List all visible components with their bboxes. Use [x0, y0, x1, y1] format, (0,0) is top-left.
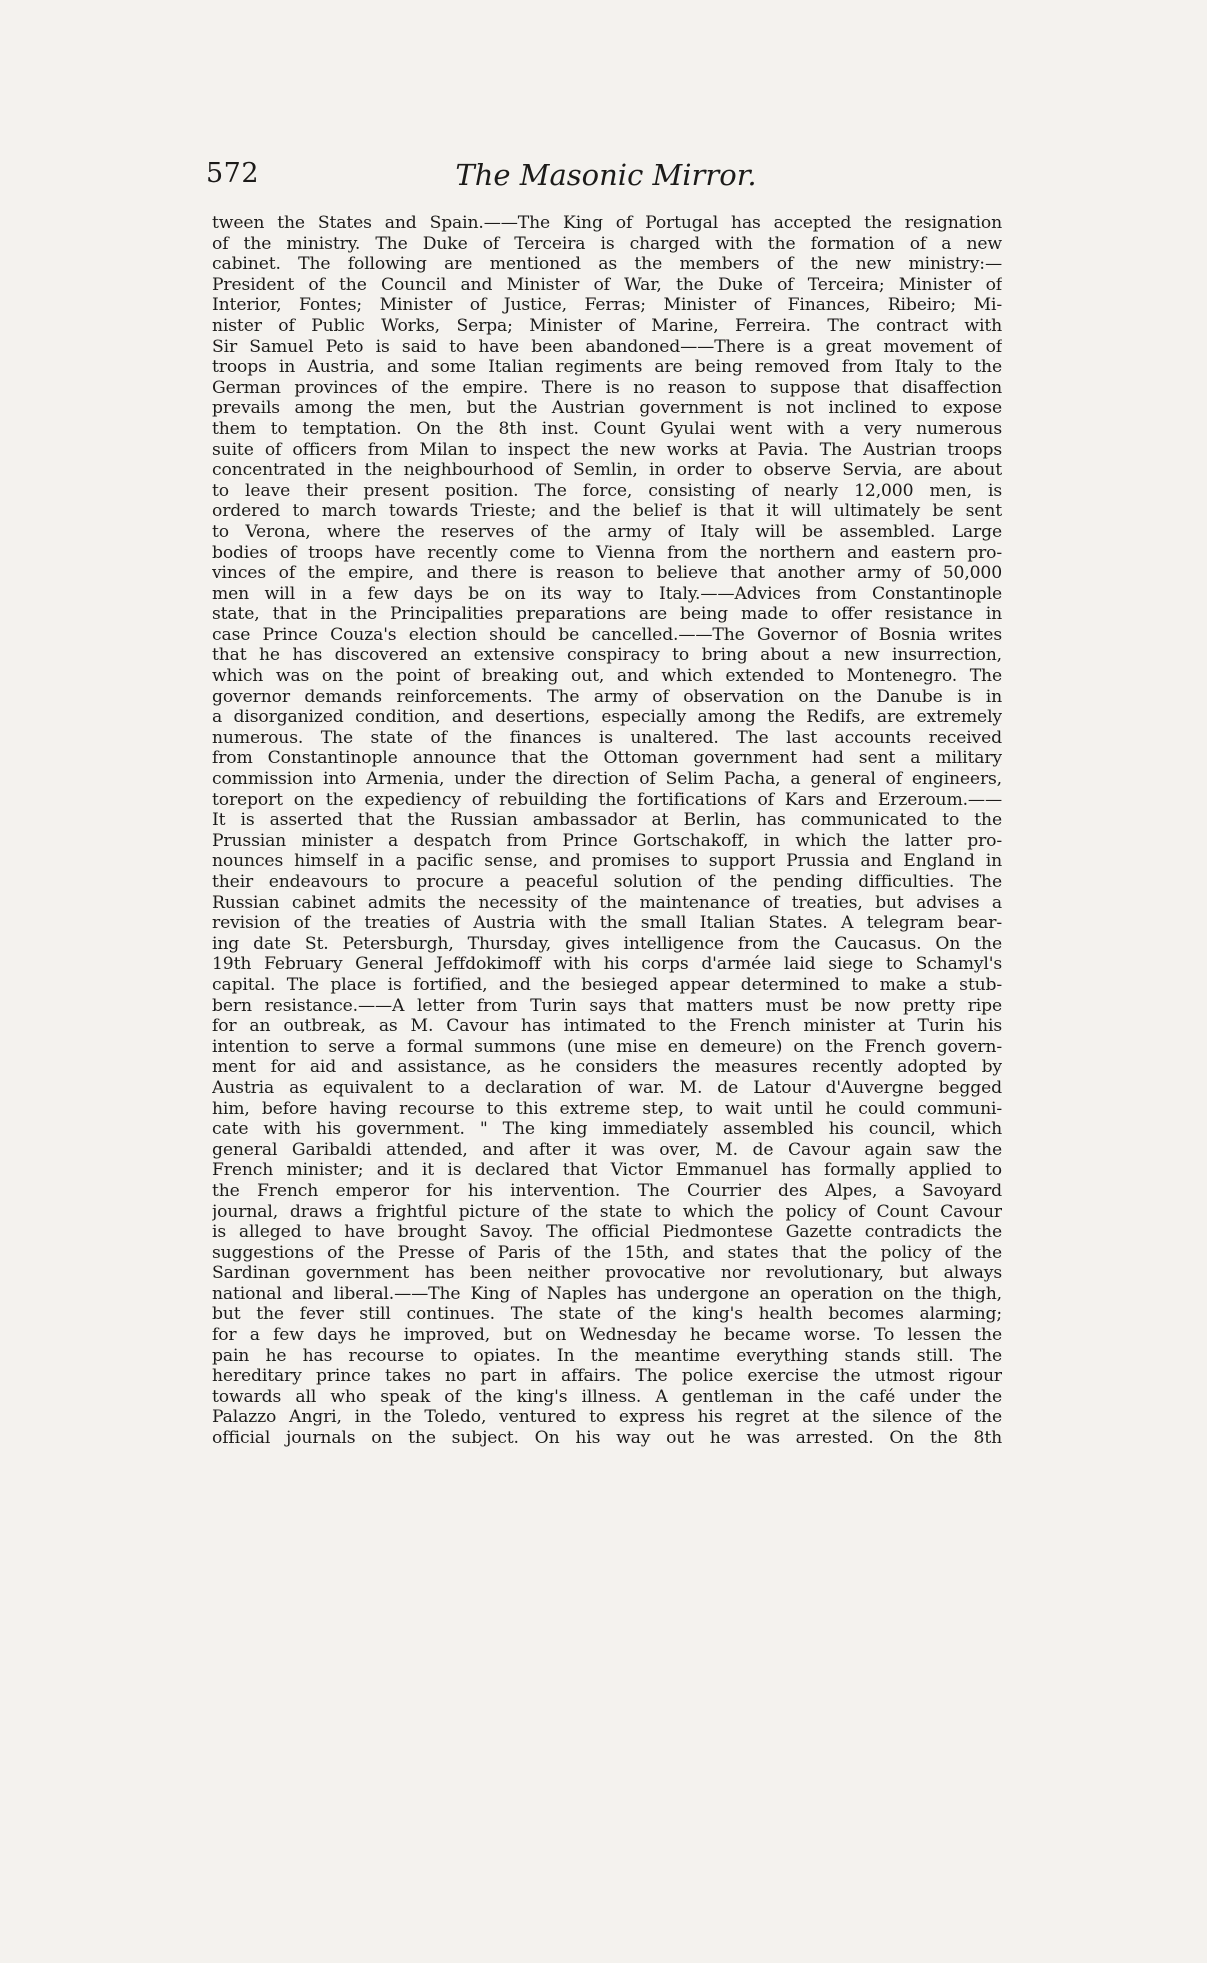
text-line: President of the Council and Minister of War, the Duke of Terceira; Minister of — [212, 274, 1002, 295]
text-line: official journals on the subject. On his way out he was arrested. On the 8th — [212, 1428, 1002, 1449]
text-line: ordered to march towards Trieste; and the belief is that it will ultimately be sent — [212, 501, 1002, 522]
text-line: the French emperor for his intervention. The Courrier des Alpes, a Savoyard — [212, 1180, 1002, 1201]
text-line: nounces himself in a pacific sense, and promises to support Prussia and England in — [212, 851, 1002, 872]
body-text — [212, 213, 1002, 1469]
text-line: prevails among the men, but the Austrian government is not inclined to expose — [212, 398, 1002, 419]
text-line: cate with his government. " The king immediately assembled his council, which — [212, 1119, 1002, 1140]
text-line: bodies of troops have recently come to Vienna from the northern and eastern pro- — [212, 542, 1002, 563]
text-line: numerous. The state of the finances is unaltered. The last accounts received — [212, 727, 1002, 748]
text-line: Russian cabinet admits the necessity of the maintenance of treaties, but advises a — [212, 892, 1002, 913]
text-line: of the ministry. The Duke of Terceira is charged with the formation of a new — [212, 233, 1002, 254]
text-line: suite of officers from Milan to inspect the new works at Pavia. The Austrian troops — [212, 439, 1002, 460]
text-line: to leave their present position. The force, consisting of nearly 12,000 men, is — [212, 480, 1002, 501]
text-line: Prussian minister a despatch from Prince Gortschakoff, in which the latter pro- — [212, 830, 1002, 851]
text-line: Palazzo Angri, in the Toledo, ventured to express his regret at the silence of the — [212, 1407, 1002, 1428]
text-line: is alleged to have brought Savoy. The official Piedmontese Gazette contradicts the — [212, 1222, 1002, 1243]
text-line: Sir Samuel Peto is said to have been abandoned——There is a great movement of — [212, 336, 1002, 357]
text-line: 19th February General Jeffdokimoff with his corps d'armée laid siege to Schamyl's — [212, 954, 1002, 975]
page-number: 572 — [206, 158, 260, 189]
text-line: that he has discovered an extensive conspiracy to bring about a new insurrection, — [212, 645, 1002, 666]
text-line: nister of Public Works, Serpa; Minister of Marine, Ferreira. The contract with — [212, 315, 1002, 336]
text-line: ing date St. Petersburgh, Thursday, gives intelligence from the Caucasus. On the — [212, 933, 1002, 954]
text-line: tween the States and Spain.——The King of Portugal has accepted the resignation — [212, 213, 1002, 233]
text-line: suggestions of the Presse of Paris of the 15th, and states that the policy of the — [212, 1242, 1002, 1263]
text-line: men will in a few days be on its way to Italy.——Advices from Constantinople — [212, 583, 1002, 604]
text-line: revision of the treaties of Austria with the small Italian States. A telegram bear- — [212, 913, 1002, 934]
text-line: toreport on the expediency of rebuilding the fortifications of Kars and Erzeroum.—— — [212, 789, 1002, 810]
text-line: It is asserted that the Russian ambassador at Berlin, has communicated to the — [212, 810, 1002, 831]
text-line: commission into Armenia, under the direction of Selim Pacha, a general of engineers, — [212, 769, 1002, 790]
text-line: ment for aid and assistance, as he considers the measures recently adopted by — [212, 1057, 1002, 1078]
text-line: pain he has recourse to opiates. In the meantime everything stands still. The — [212, 1345, 1002, 1366]
text-line: bern resistance.——A letter from Turin says that matters must be now pretty ripe — [212, 995, 1002, 1016]
text-line: hereditary prince takes no part in affairs. The police exercise the utmost rigour — [212, 1366, 1002, 1387]
text-line — [212, 1449, 1002, 1470]
text-line: towards all who speak of the king's illness. A gentleman in the café under the — [212, 1386, 1002, 1407]
text-line: capital. The place is fortified, and the besieged appear determined to make a stub- — [212, 974, 1002, 995]
text-line: for a few days he improved, but on Wednesday he became worse. To lessen the — [212, 1325, 1002, 1346]
text-line: cabinet. The following are mentioned as the members of the new ministry:— — [212, 254, 1002, 275]
text-line: to Verona, where the reserves of the army of Italy will be assembled. Large — [212, 521, 1002, 542]
text-line: Interior, Fontes; Minister of Justice, Ferras; Minister of Finances, Ribeiro; Mi- — [212, 295, 1002, 316]
running-title: The Masonic Mirror. — [455, 158, 757, 192]
text-line: but the fever still continues. The state of the king's health becomes alarming; — [212, 1304, 1002, 1325]
text-line: vinces of the empire, and there is reason to believe that another army of 50,000 — [212, 563, 1002, 584]
text-line: journal, draws a frightful picture of the state to which the policy of Count Cavour — [212, 1201, 1002, 1222]
text-line: governor demands reinforcements. The army of observation on the Danube is in — [212, 686, 1002, 707]
text-line: general Garibaldi attended, and after it was over, M. de Cavour again saw the — [212, 1139, 1002, 1160]
text-line: Sardinan government has been neither provocative nor revolutionary, but always — [212, 1263, 1002, 1284]
text-line: French minister; and it is declared that Victor Emmanuel has formally applied to — [212, 1160, 1002, 1181]
text-line: from Constantinople announce that the Ottoman government had sent a military — [212, 748, 1002, 769]
text-line: German provinces of the empire. There is no reason to suppose that disaffection — [212, 377, 1002, 398]
page-header — [206, 158, 1006, 198]
text-line: concentrated in the neighbourhood of Semlin, in order to observe Servia, are about — [212, 460, 1002, 481]
text-line: national and liberal.——The King of Naples has undergone an operation on the thigh, — [212, 1283, 1002, 1304]
text-line: a disorganized condition, and desertions, especially among the Redifs, are extremely — [212, 707, 1002, 728]
text-line: their endeavours to procure a peaceful solution of the pending difficulties. The — [212, 872, 1002, 892]
text-line: troops in Austria, and some Italian regiments are being removed from Italy to the — [212, 357, 1002, 378]
text-line: Austria as equivalent to a declaration of war. M. de Latour d'Auvergne begged — [212, 1077, 1002, 1098]
text-line: intention to serve a formal summons (une mise en demeure) on the French govern- — [212, 1036, 1002, 1057]
text-line: which was on the point of breaking out, and which extended to Montenegro. The — [212, 666, 1002, 687]
text-line: for an outbreak, as M. Cavour has intimated to the French minister at Turin his — [212, 1016, 1002, 1037]
text-line: state, that in the Principalities preparations are being made to offer resistance in — [212, 604, 1002, 625]
text-line: case Prince Couza's election should be cancelled.——The Governor of Bosnia writes — [212, 624, 1002, 645]
text-line: them to temptation. On the 8th inst. Count Gyulai went with a very numerous — [212, 418, 1002, 439]
text-line: him, before having recourse to this extreme step, to wait until he could communi- — [212, 1098, 1002, 1119]
